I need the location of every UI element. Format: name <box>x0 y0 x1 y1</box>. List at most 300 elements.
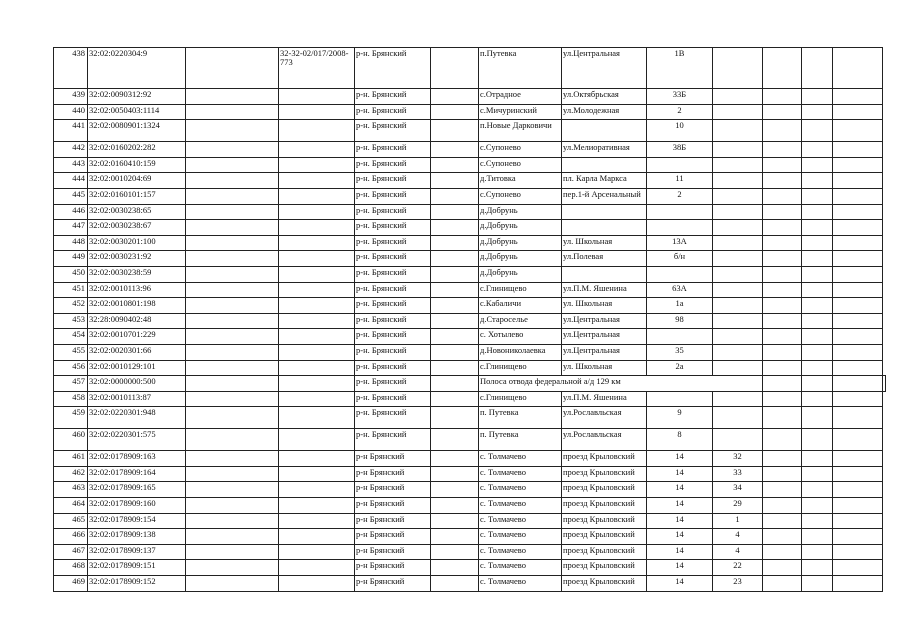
district-cell: р-н. Брянский <box>355 220 431 236</box>
district-cell: р-н. Брянский <box>355 251 431 267</box>
empty-cell <box>431 48 479 89</box>
empty-cell <box>431 513 479 529</box>
empty-cell <box>763 298 802 314</box>
row-number-cell: 469 <box>54 576 88 592</box>
row-number-cell: 441 <box>54 120 88 142</box>
empty-cell <box>186 329 279 345</box>
row-number-cell: 466 <box>54 529 88 545</box>
empty-cell <box>186 142 279 158</box>
street-cell: проезд Крыловский <box>562 529 647 545</box>
empty-cell <box>186 157 279 173</box>
cadastral-number-cell: 32:02:0080901:1324 <box>88 120 186 142</box>
cadastral-number-cell: 32:02:0160101:157 <box>88 188 186 204</box>
empty-cell <box>763 157 802 173</box>
registration-number-cell <box>279 376 355 392</box>
street-cell: ул.Полевая <box>562 251 647 267</box>
cadastral-number-cell: 32:02:0030201:100 <box>88 235 186 251</box>
empty-cell <box>763 344 802 360</box>
empty-cell <box>802 282 833 298</box>
empty-cell <box>833 298 883 314</box>
district-cell: р-н. Брянский <box>355 235 431 251</box>
empty-cell <box>186 451 279 467</box>
empty-cell <box>833 188 883 204</box>
empty-cell <box>833 329 883 345</box>
cadastral-number-cell: 32:02:0010113:87 <box>88 391 186 407</box>
row-number-cell: 454 <box>54 329 88 345</box>
registration-number-cell <box>279 120 355 142</box>
empty-cell <box>186 513 279 529</box>
empty-cell <box>802 466 833 482</box>
settlement-cell: с. Толмачево <box>479 529 562 545</box>
empty-cell <box>186 235 279 251</box>
registration-number-cell <box>279 235 355 251</box>
house-number-cell: 33Б <box>647 89 713 105</box>
empty-cell <box>802 48 833 89</box>
row-number-cell: 448 <box>54 235 88 251</box>
empty-cell <box>186 48 279 89</box>
empty-cell <box>833 513 883 529</box>
street-cell <box>562 157 647 173</box>
empty-cell <box>802 251 833 267</box>
table-row <box>54 104 886 120</box>
cadastral-number-cell: 32:02:0178909:164 <box>88 466 186 482</box>
row-number-cell: 438 <box>54 48 88 89</box>
settlement-cell: с.Супонево <box>479 188 562 204</box>
empty-cell <box>186 173 279 189</box>
table-row <box>54 48 886 89</box>
apartment-number-cell: 1 <box>713 513 763 529</box>
registration-number-cell <box>279 544 355 560</box>
street-cell: проезд Крыловский <box>562 576 647 592</box>
street-cell <box>562 266 647 282</box>
empty-cell <box>802 89 833 105</box>
empty-cell <box>763 498 802 514</box>
empty-cell <box>431 560 479 576</box>
street-cell: пер.1-й Арсенальный <box>562 188 647 204</box>
empty-cell <box>802 576 833 592</box>
house-number-cell: 14 <box>647 466 713 482</box>
registration-number-cell <box>279 466 355 482</box>
empty-cell <box>431 498 479 514</box>
empty-cell <box>802 329 833 345</box>
registration-number-cell <box>279 142 355 158</box>
cadastral-number-cell: 32:02:0178909:138 <box>88 529 186 545</box>
table-row <box>54 266 886 282</box>
house-number-cell: 14 <box>647 560 713 576</box>
district-cell: р-н Брянский <box>355 451 431 467</box>
table-row <box>54 142 886 158</box>
registration-number-cell <box>279 251 355 267</box>
empty-cell <box>431 266 479 282</box>
row-number-cell: 440 <box>54 104 88 120</box>
row-number-cell: 443 <box>54 157 88 173</box>
registration-number-cell <box>279 360 355 376</box>
empty-cell <box>763 282 802 298</box>
settlement-cell: д.Староселье <box>479 313 562 329</box>
table-row <box>54 498 886 514</box>
empty-cell <box>431 298 479 314</box>
row-number-cell: 449 <box>54 251 88 267</box>
empty-cell <box>833 266 883 282</box>
empty-cell <box>431 376 479 392</box>
row-number-cell: 457 <box>54 376 88 392</box>
empty-cell <box>763 329 802 345</box>
row-number-cell: 455 <box>54 344 88 360</box>
apartment-number-cell <box>713 120 763 142</box>
empty-cell <box>833 376 883 392</box>
empty-cell <box>186 104 279 120</box>
empty-cell <box>431 220 479 236</box>
empty-cell <box>802 188 833 204</box>
empty-cell <box>833 407 883 429</box>
house-number-cell: 13А <box>647 235 713 251</box>
street-cell: ул.Центральная <box>562 329 647 345</box>
district-cell: р-н. Брянский <box>355 391 431 407</box>
apartment-number-cell <box>713 220 763 236</box>
empty-cell <box>833 251 883 267</box>
house-number-cell: 14 <box>647 529 713 545</box>
district-cell: р-н Брянский <box>355 482 431 498</box>
row-number-cell: 460 <box>54 429 88 451</box>
district-cell: р-н. Брянский <box>355 142 431 158</box>
empty-cell <box>833 142 883 158</box>
empty-cell <box>833 204 883 220</box>
row-number-cell: 468 <box>54 560 88 576</box>
cadastral-number-cell: 32:02:0220304:9 <box>88 48 186 89</box>
house-number-cell <box>647 391 713 407</box>
registration-number-cell <box>279 498 355 514</box>
street-cell: ул.Центральная <box>562 48 647 89</box>
empty-cell <box>763 391 802 407</box>
table-row <box>54 513 886 529</box>
empty-cell <box>802 298 833 314</box>
cadastral-number-cell: 32:02:0178909:154 <box>88 513 186 529</box>
empty-cell <box>186 360 279 376</box>
empty-cell <box>802 498 833 514</box>
apartment-number-cell <box>713 391 763 407</box>
settlement-cell: с. Хотылево <box>479 329 562 345</box>
empty-cell <box>802 266 833 282</box>
apartment-number-cell: 34 <box>713 482 763 498</box>
cadastral-number-cell: 32:02:0010204:69 <box>88 173 186 189</box>
settlement-cell: с. Толмачево <box>479 482 562 498</box>
district-cell: р-н. Брянский <box>355 360 431 376</box>
row-number-cell: 461 <box>54 451 88 467</box>
row-number-cell: 446 <box>54 204 88 220</box>
apartment-number-cell: 29 <box>713 498 763 514</box>
empty-cell <box>802 544 833 560</box>
street-cell: ул.Центральная <box>562 344 647 360</box>
apartment-number-cell <box>713 407 763 429</box>
empty-cell <box>802 360 833 376</box>
empty-cell <box>802 142 833 158</box>
empty-cell <box>802 344 833 360</box>
empty-cell <box>833 89 883 105</box>
street-cell: проезд Крыловский <box>562 466 647 482</box>
street-cell <box>562 220 647 236</box>
street-cell <box>562 120 647 142</box>
settlement-cell: с.Глинищево <box>479 282 562 298</box>
apartment-number-cell: 23 <box>713 576 763 592</box>
house-number-cell: 14 <box>647 482 713 498</box>
street-cell: ул. Школьная <box>562 235 647 251</box>
empty-cell <box>802 204 833 220</box>
table-row <box>54 344 886 360</box>
street-cell: ул. Школьная <box>562 298 647 314</box>
district-cell: р-н. Брянский <box>355 329 431 345</box>
apartment-number-cell <box>713 173 763 189</box>
district-cell: р-н. Брянский <box>355 104 431 120</box>
empty-cell <box>186 282 279 298</box>
empty-cell <box>186 482 279 498</box>
house-number-cell <box>647 220 713 236</box>
house-number-cell: 2а <box>647 360 713 376</box>
registration-number-cell <box>279 298 355 314</box>
cadastral-number-cell: 32:02:0010801:198 <box>88 298 186 314</box>
empty-cell <box>802 120 833 142</box>
empty-cell <box>431 407 479 429</box>
table-body <box>54 48 886 592</box>
house-number-cell: 2 <box>647 188 713 204</box>
house-number-cell: 14 <box>647 576 713 592</box>
cadastral-number-cell: 32:02:0220301:575 <box>88 429 186 451</box>
cadastral-number-cell: 32:02:0030238:67 <box>88 220 186 236</box>
house-number-cell: 14 <box>647 498 713 514</box>
settlement-cell: с.Глинищево <box>479 391 562 407</box>
empty-cell <box>431 282 479 298</box>
empty-cell <box>186 120 279 142</box>
empty-cell <box>883 376 886 392</box>
empty-cell <box>763 482 802 498</box>
empty-cell <box>802 451 833 467</box>
street-cell: ул.П.М. Яшенина <box>562 391 647 407</box>
house-number-cell: 2 <box>647 104 713 120</box>
empty-cell <box>763 560 802 576</box>
table-row <box>54 89 886 105</box>
registration-number-cell <box>279 313 355 329</box>
registration-number-cell <box>279 282 355 298</box>
district-cell: р-н. Брянский <box>355 282 431 298</box>
empty-cell <box>763 204 802 220</box>
cadastral-number-cell: 32:28:0090402:48 <box>88 313 186 329</box>
settlement-cell: с. Толмачево <box>479 576 562 592</box>
house-number-cell: 10 <box>647 120 713 142</box>
table-row <box>54 544 886 560</box>
empty-cell <box>431 235 479 251</box>
district-cell: р-н Брянский <box>355 560 431 576</box>
district-cell: р-н. Брянский <box>355 429 431 451</box>
empty-cell <box>186 89 279 105</box>
apartment-number-cell <box>713 188 763 204</box>
settlement-cell: д.Добрунь <box>479 204 562 220</box>
cadastral-number-cell: 32:02:0178909:151 <box>88 560 186 576</box>
house-number-cell: 9 <box>647 407 713 429</box>
cadastral-number-cell: 32:02:0178909:165 <box>88 482 186 498</box>
table-row <box>54 429 886 451</box>
property-register-table <box>53 47 886 592</box>
cadastral-number-cell: 32:02:0178909:137 <box>88 544 186 560</box>
district-cell: р-н. Брянский <box>355 120 431 142</box>
house-number-cell: 63А <box>647 282 713 298</box>
district-cell: р-н. Брянский <box>355 376 431 392</box>
district-cell: р-н. Брянский <box>355 204 431 220</box>
empty-cell <box>763 407 802 429</box>
empty-cell <box>833 576 883 592</box>
district-cell: р-н Брянский <box>355 576 431 592</box>
table-row <box>54 220 886 236</box>
empty-cell <box>186 376 279 392</box>
street-cell: ул. Школьная <box>562 360 647 376</box>
empty-cell <box>186 407 279 429</box>
empty-cell <box>431 576 479 592</box>
empty-cell <box>186 188 279 204</box>
empty-cell <box>833 48 883 89</box>
empty-cell <box>833 498 883 514</box>
empty-cell <box>833 529 883 545</box>
table-row <box>54 188 886 204</box>
empty-cell <box>186 220 279 236</box>
apartment-number-cell <box>713 298 763 314</box>
registration-number-cell <box>279 560 355 576</box>
cadastral-number-cell: 32:02:0010701:229 <box>88 329 186 345</box>
district-cell: р-н. Брянский <box>355 266 431 282</box>
cadastral-number-cell: 32:02:0030238:59 <box>88 266 186 282</box>
cadastral-number-cell: 32:02:0178909:160 <box>88 498 186 514</box>
empty-cell <box>833 173 883 189</box>
empty-cell <box>833 120 883 142</box>
empty-cell <box>763 360 802 376</box>
table-row <box>54 529 886 545</box>
empty-cell <box>431 329 479 345</box>
district-cell: р-н. Брянский <box>355 157 431 173</box>
empty-cell <box>431 157 479 173</box>
district-cell: р-н Брянский <box>355 498 431 514</box>
empty-cell <box>763 429 802 451</box>
empty-cell <box>431 482 479 498</box>
row-number-cell: 451 <box>54 282 88 298</box>
registration-number-cell <box>279 451 355 467</box>
registration-number-cell <box>279 482 355 498</box>
street-cell: ул.Рославльская <box>562 429 647 451</box>
settlement-cell: с.Мичуринский <box>479 104 562 120</box>
empty-cell <box>763 120 802 142</box>
settlement-cell: с. Толмачево <box>479 513 562 529</box>
cadastral-number-cell: 32:02:0090312:92 <box>88 89 186 105</box>
table-row <box>54 173 886 189</box>
settlement-cell: п. Путевка <box>479 407 562 429</box>
cadastral-number-cell: 32:02:0010113:96 <box>88 282 186 298</box>
district-cell: р-н Брянский <box>355 544 431 560</box>
empty-cell <box>763 142 802 158</box>
street-cell <box>562 204 647 220</box>
settlement-cell: с.Супонево <box>479 157 562 173</box>
empty-cell <box>431 451 479 467</box>
empty-cell <box>431 429 479 451</box>
row-number-cell: 464 <box>54 498 88 514</box>
table-row <box>54 466 886 482</box>
settlement-cell: с.Глинищево <box>479 360 562 376</box>
house-number-cell: 98 <box>647 313 713 329</box>
street-cell: проезд Крыловский <box>562 513 647 529</box>
registration-number-cell: 32-32-02/017/2008-773 <box>279 48 355 89</box>
settlement-cell: д.Добрунь <box>479 266 562 282</box>
empty-cell <box>431 360 479 376</box>
settlement-cell: с. Толмачево <box>479 544 562 560</box>
empty-cell <box>763 104 802 120</box>
empty-cell <box>186 298 279 314</box>
row-number-cell: 452 <box>54 298 88 314</box>
empty-cell <box>802 429 833 451</box>
table-row <box>54 120 886 142</box>
row-number-cell: 444 <box>54 173 88 189</box>
cadastral-number-cell: 32:02:0178909:163 <box>88 451 186 467</box>
empty-cell <box>763 235 802 251</box>
district-cell: р-н. Брянский <box>355 313 431 329</box>
house-number-cell <box>647 329 713 345</box>
empty-cell <box>763 529 802 545</box>
cadastral-number-cell: 32:02:0010129:101 <box>88 360 186 376</box>
apartment-number-cell <box>713 251 763 267</box>
row-number-cell: 442 <box>54 142 88 158</box>
empty-cell <box>186 251 279 267</box>
empty-cell <box>802 482 833 498</box>
empty-cell <box>431 120 479 142</box>
apartment-number-cell <box>713 360 763 376</box>
apartment-number-cell: 4 <box>713 544 763 560</box>
row-number-cell: 463 <box>54 482 88 498</box>
house-number-cell <box>647 204 713 220</box>
registration-number-cell <box>279 266 355 282</box>
registration-number-cell <box>279 513 355 529</box>
empty-cell <box>431 251 479 267</box>
empty-cell <box>431 142 479 158</box>
table-row <box>54 204 886 220</box>
empty-cell <box>763 544 802 560</box>
district-cell: р-н Брянский <box>355 513 431 529</box>
district-cell: р-н. Брянский <box>355 188 431 204</box>
empty-cell <box>431 529 479 545</box>
empty-cell <box>186 544 279 560</box>
empty-cell <box>833 235 883 251</box>
house-number-cell: 11 <box>647 173 713 189</box>
table-row <box>54 313 886 329</box>
empty-cell <box>833 344 883 360</box>
empty-cell <box>763 48 802 89</box>
registration-number-cell <box>279 220 355 236</box>
row-number-cell: 467 <box>54 544 88 560</box>
empty-cell <box>833 466 883 482</box>
cadastral-number-cell: 32:02:0030231:92 <box>88 251 186 267</box>
empty-cell <box>833 220 883 236</box>
apartment-number-cell <box>713 89 763 105</box>
row-number-cell: 453 <box>54 313 88 329</box>
settlement-cell: п.Новые Дарковичи <box>479 120 562 142</box>
house-number-cell: 35 <box>647 344 713 360</box>
cadastral-number-cell: 32:02:0178909:152 <box>88 576 186 592</box>
registration-number-cell <box>279 407 355 429</box>
empty-cell <box>186 391 279 407</box>
row-number-cell: 450 <box>54 266 88 282</box>
settlement-cell: с.Супонево <box>479 142 562 158</box>
registration-number-cell <box>279 104 355 120</box>
settlement-cell: с. Толмачево <box>479 560 562 576</box>
row-number-cell: 462 <box>54 466 88 482</box>
district-cell: р-н. Брянский <box>355 298 431 314</box>
settlement-cell: д.Титовка <box>479 173 562 189</box>
house-number-cell: 8 <box>647 429 713 451</box>
apartment-number-cell: 33 <box>713 466 763 482</box>
empty-cell <box>763 266 802 282</box>
